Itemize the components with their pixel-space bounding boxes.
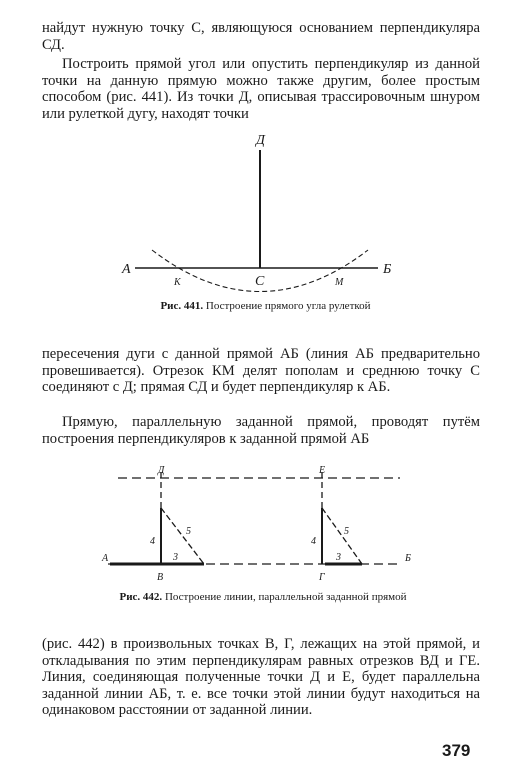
point-b-label: Б [405,553,411,564]
point-m-label: М [335,277,344,288]
paragraph-2: Построить прямой угол или опустить перпендикуляр из данной точки на данную прямую можно также другим, более простым способом (рис. 441). Из точки Д, описывая трассировочным шнуром или рулеткой дугу, находят точки [42,56,480,122]
point-e-label: Е [319,465,326,476]
page-number: 379 [442,741,471,760]
point-k-label: К [174,277,181,288]
figure-442-caption-text: Построение линии, параллельной заданной прямой [164,591,407,603]
left-hypotenuse [161,508,204,564]
paragraph-4: Прямую, параллельную заданной прямой, проводят путём построения перпендикуляров к заданной прямой АБ [42,414,480,447]
right-hypotenuse [322,508,362,564]
figure-442-caption [108,591,418,604]
point-d-label: Д [158,465,165,476]
figure-441-number: Рис. 441. [160,300,204,312]
right-leg-length: 4 [311,536,316,547]
left-base-length: 3 [173,552,178,563]
point-d-label: Д [256,133,265,148]
left-hypotenuse-length: 5 [186,526,191,537]
paragraph-1: найдут нужную точку С, являющуюся основанием перпендикуляра СД. [42,20,480,53]
paragraph-3: пересечения дуги с данной прямой АБ (линия АБ предварительно провешивается). Отрезок КМ делят пополам и среднюю точку С соединяют с Д; прямая СД и будет перпендикуляр к АБ. [42,346,480,396]
right-base-length: 3 [336,552,341,563]
right-hypotenuse-length: 5 [344,526,349,537]
point-v-label: В [157,572,164,583]
figure-442-diagram [100,460,420,590]
point-a-label: А [122,262,131,277]
paragraph-5: (рис. 442) в произвольных точках В, Г, лежащих на этой прямой, и откладывания по этим перпендикулярам равных отрезков ВД и ГЕ. Линия, соединяющая полученные точки Д и Е, будет параллельна заданной линии АБ, т. е. все точки этой линии будут находиться на одинаковом расстоянии от заданной линии. [42,636,480,719]
point-a-label: А [102,553,109,564]
point-g-label: Г [319,572,325,583]
point-c-label: С [255,274,265,289]
left-leg-length: 4 [150,536,155,547]
figure-441-diagram [110,128,400,298]
figure-441-caption-text: Построение прямого угла рулеткой [205,300,371,312]
figure-441-caption [128,300,403,313]
point-b-label: Б [383,262,392,277]
figure-442-number: Рис. 442. [119,591,163,603]
